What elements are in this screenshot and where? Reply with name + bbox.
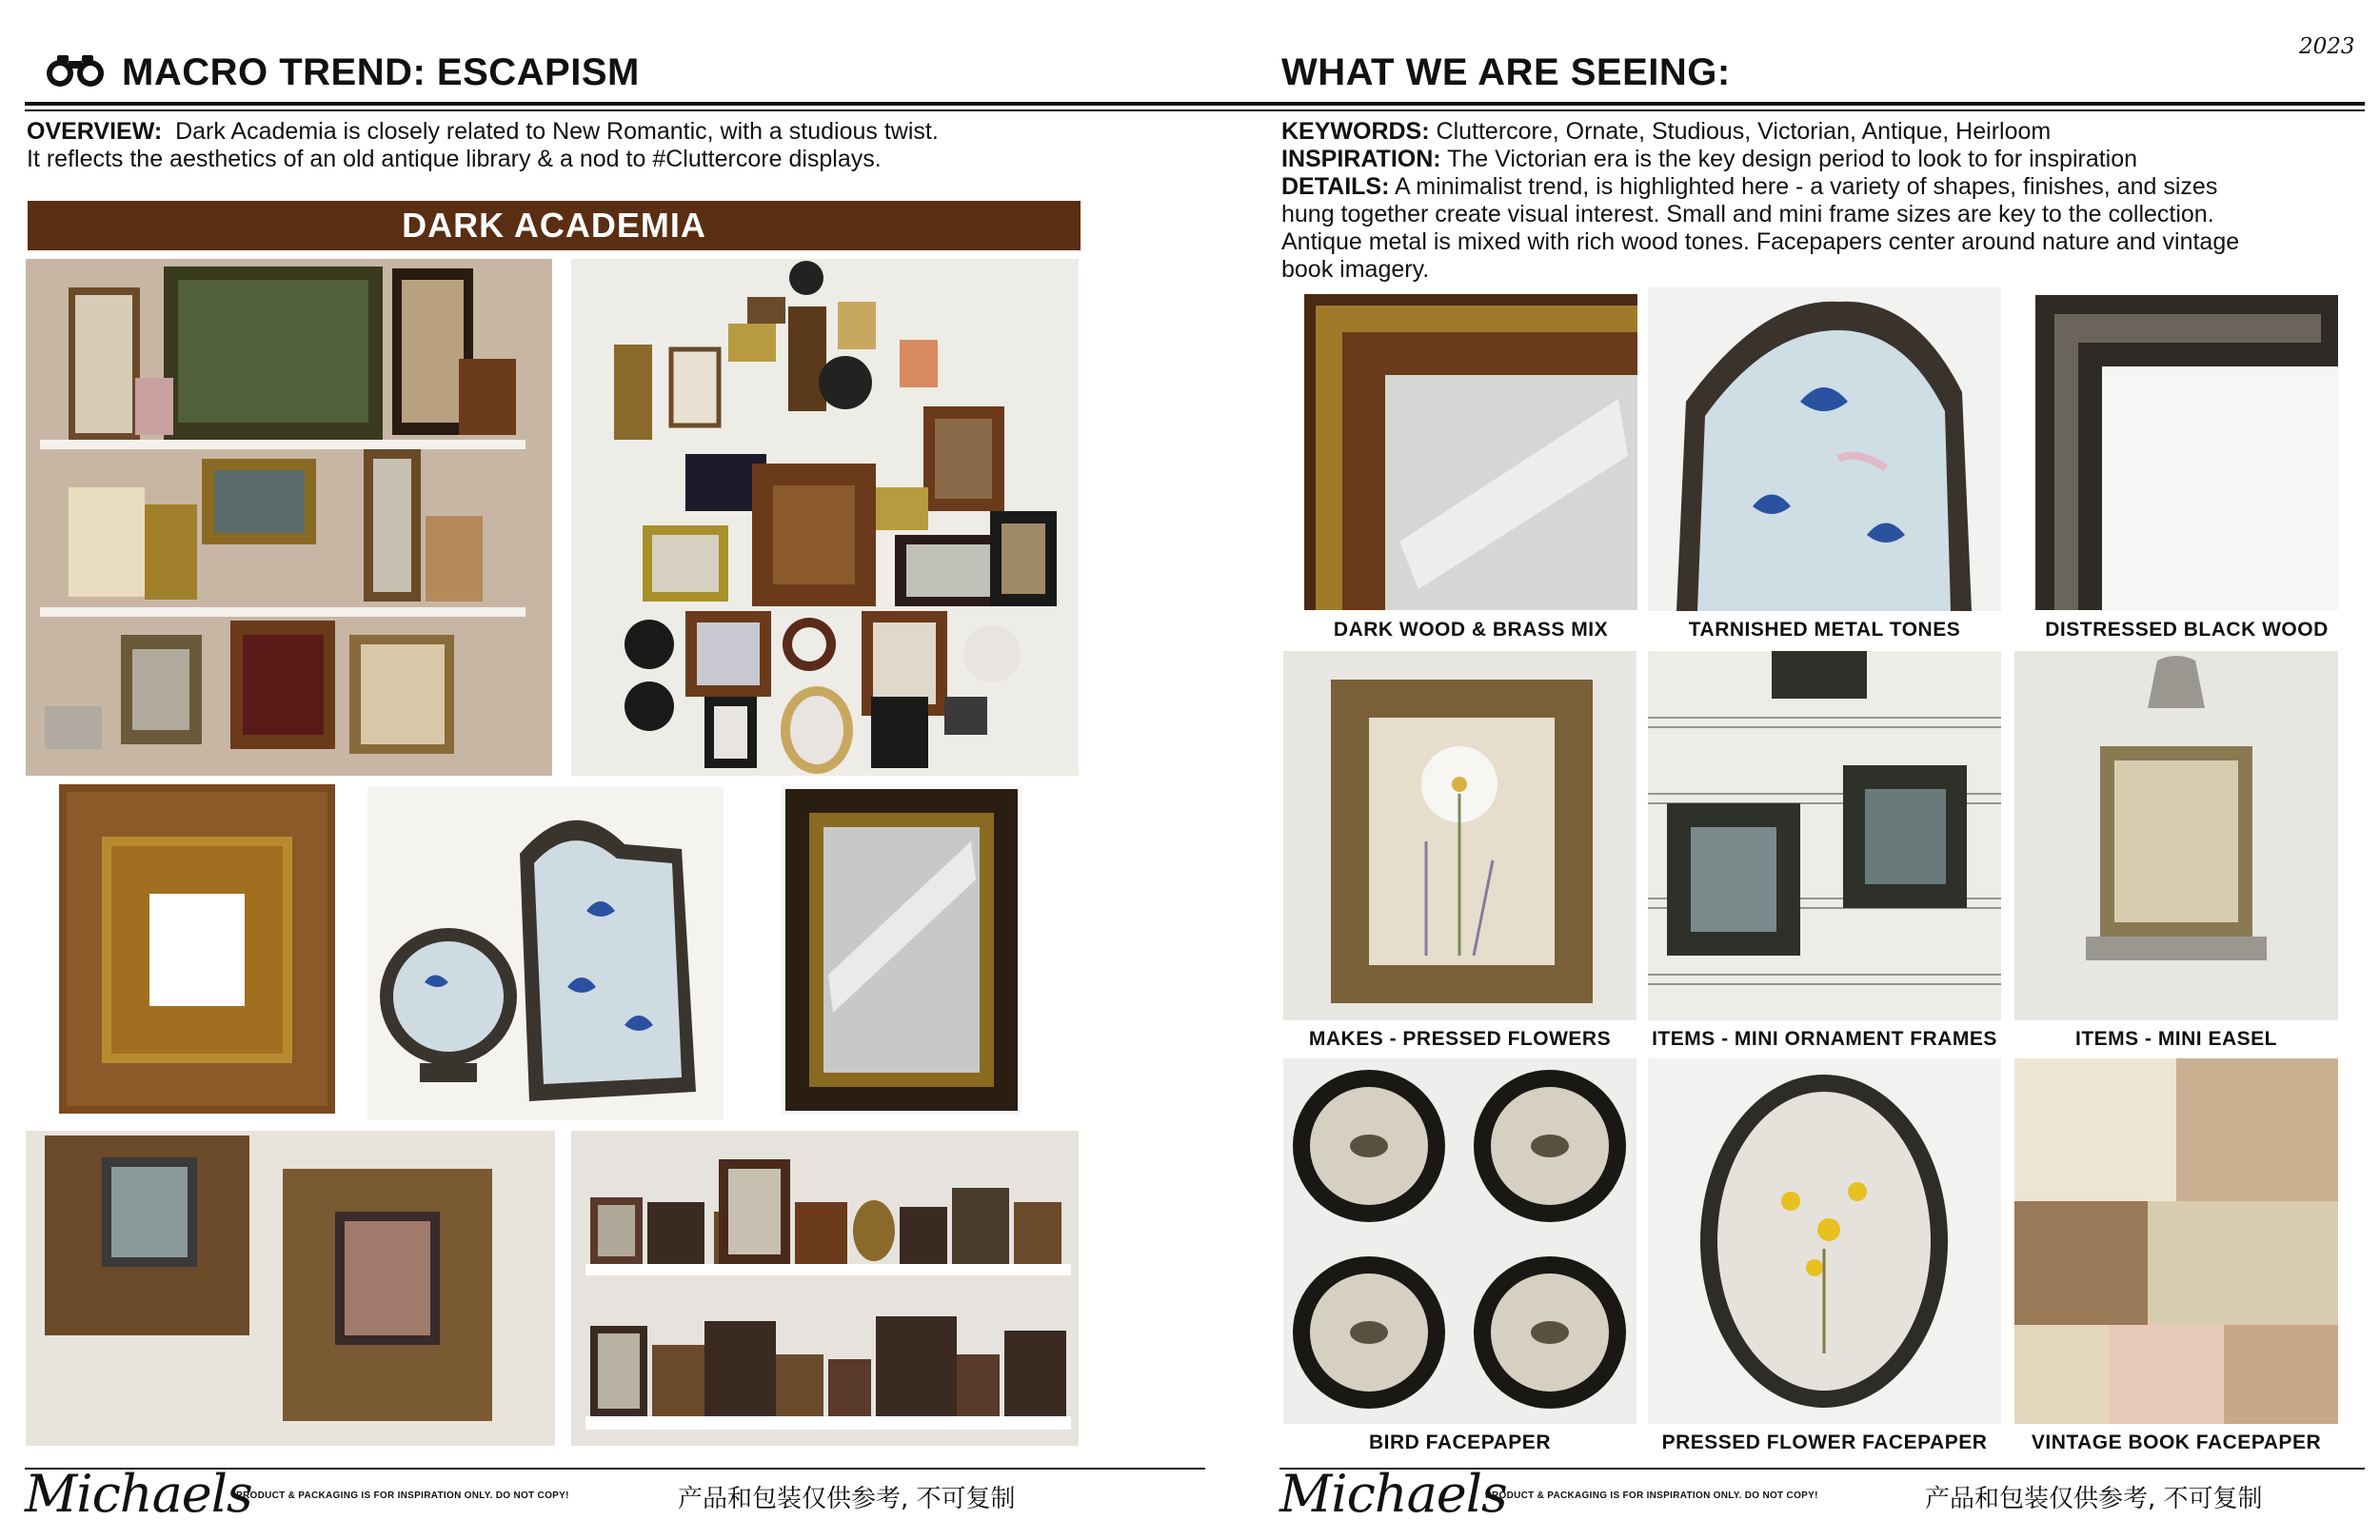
photo-pressed-flowers	[1283, 651, 1636, 1020]
overview-text	[27, 118, 1207, 173]
caption-vintage-book-facepaper: VINTAGE BOOK FACEPAPER	[2031, 1431, 2322, 1453]
keywords-text: Cluttercore, Ornate, Studious, Victorian, Antique, Heirloom	[1436, 118, 2052, 145]
photo-ornate-portraits	[26, 1131, 555, 1446]
photo-distressed-black-wood	[2035, 295, 2338, 610]
binoculars-icon	[44, 53, 107, 88]
caption-mini-ornament-frames: ITEMS - MINI ORNAMENT FRAMES	[1652, 1028, 1997, 1050]
photo-wood-gold-frame	[59, 784, 335, 1114]
photo-vintage-book-facepaper	[2014, 1058, 2338, 1424]
page-title-right: WHAT WE ARE SEEING:	[1281, 51, 1731, 93]
caption-distressed-black-wood: DISTRESSED BLACK WOOD	[2045, 619, 2329, 641]
overview-label: OVERVIEW:	[27, 118, 163, 145]
caption-dark-wood-brass: DARK WOOD & BRASS MIX	[1333, 619, 1609, 641]
details-line-1: A minimalist trend, is highlighted here - a variety of shapes, finishes, and sizes	[1395, 173, 2218, 200]
inspiration-label: INSPIRATION:	[1281, 146, 1441, 172]
page-title-left: MACRO TREND: ESCAPISM	[122, 51, 640, 93]
details-line-4: book imagery.	[1281, 256, 1430, 283]
chinese-notice-right: 产品和包装仅供参考, 不可复制	[1925, 1485, 2263, 1513]
photo-tarnished-metal	[1648, 287, 2001, 611]
keywords-label: KEYWORDS:	[1281, 118, 1430, 145]
details-block	[1281, 118, 2367, 284]
photo-black-gold-mirror	[781, 784, 1022, 1116]
caption-mini-easel: ITEMS - MINI EASEL	[2074, 1028, 2277, 1050]
photo-mini-easel	[2014, 651, 2338, 1020]
header-rule-thick	[25, 102, 2365, 106]
michaels-logo: Michaels	[25, 1464, 252, 1524]
chinese-notice-left: 产品和包装仅供参考, 不可复制	[678, 1485, 1016, 1513]
caption-bird-facepaper: BIRD FACEPAPER	[1369, 1431, 1551, 1453]
photo-mini-ornament-frames	[1648, 651, 2001, 1020]
inspiration-text: The Victorian era is the key design period to look to for inspiration	[1447, 146, 2138, 172]
disclaimer-left: PRODUCT & PACKAGING IS FOR INSPIRATION ONLY. DO NOT COPY!	[236, 1491, 569, 1501]
photo-pressed-flower-facepaper	[1648, 1058, 2001, 1424]
year-label: 2023	[2299, 34, 2355, 59]
photo-portrait-shelves	[571, 1131, 1079, 1446]
photo-shelf-frames	[26, 259, 552, 776]
photo-bird-facepaper	[1283, 1058, 1636, 1424]
section-banner: DARK ACADEMIA	[28, 201, 1081, 250]
details-line-2: hung together create visual interest. Small and mini frame sizes are key to the collection.	[1281, 201, 2214, 227]
michaels-logo-right: Michaels	[1279, 1464, 1507, 1524]
overview-line-2: It reflects the aesthetics of an old antique library & a nod to #Cluttercore displays.	[27, 146, 882, 172]
details-line-3: Antique metal is mixed with rich wood tones. Facepapers center around nature and vintage	[1281, 228, 2240, 255]
disclaimer-right: PRODUCT & PACKAGING IS FOR INSPIRATION ONLY. DO NOT COPY!	[1485, 1491, 1818, 1501]
details-label: DETAILS:	[1281, 173, 1390, 200]
header-rule-thin	[25, 109, 2365, 111]
photo-tarnished-frames	[367, 787, 724, 1120]
photo-gallery-wall	[571, 259, 1079, 776]
caption-pressed-flowers: MAKES - PRESSED FLOWERS	[1308, 1028, 1612, 1050]
caption-pressed-flower-facepaper: PRESSED FLOWER FACEPAPER	[1661, 1431, 1988, 1453]
photo-dark-wood-brass	[1304, 294, 1637, 610]
caption-tarnished-metal: TARNISHED METAL TONES	[1688, 619, 1961, 641]
overview-line-1: Dark Academia is closely related to New Romantic, with a studious twist.	[175, 118, 939, 145]
